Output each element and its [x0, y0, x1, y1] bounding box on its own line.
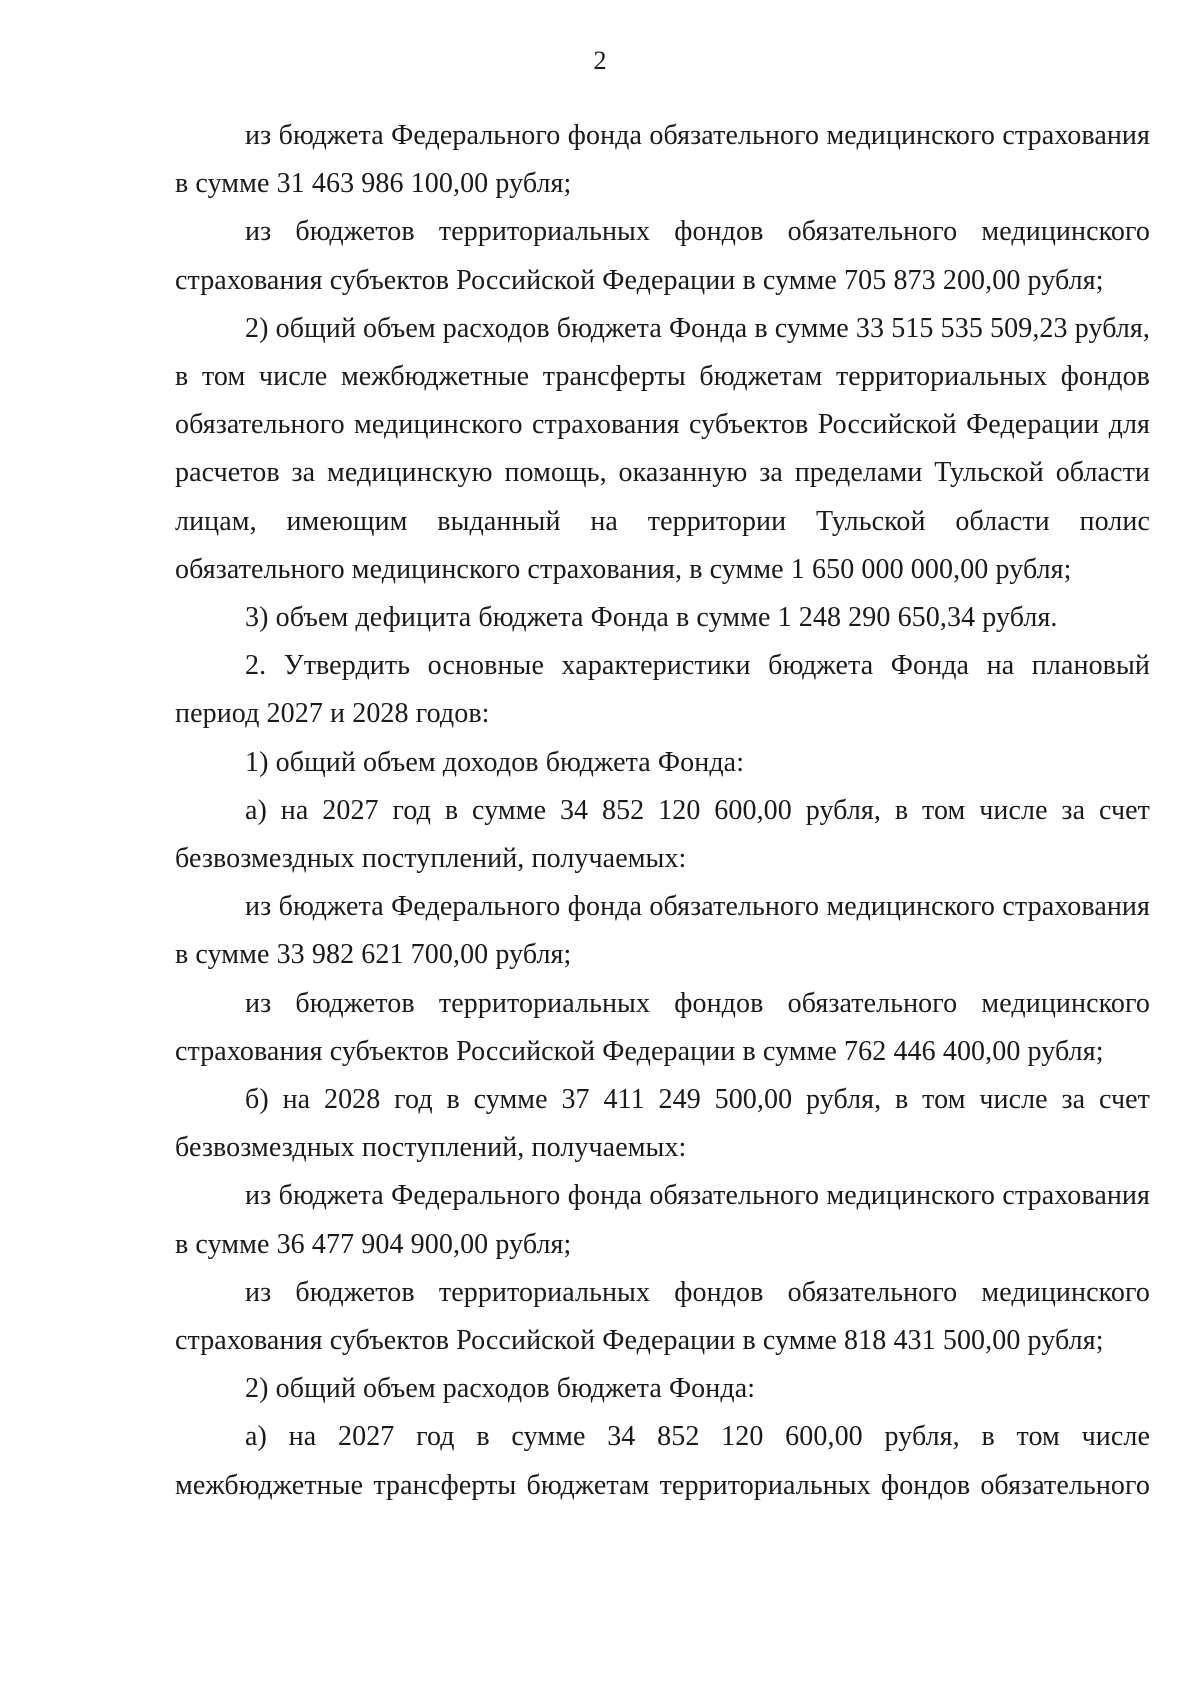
- paragraph: 2) общий объем расходов бюджета Фонда в сумме 33 515 535 509,23 рубля, в том числе межбюджетные трансферты бюджетам территориальных фондов обязательного медицинского страхования субъектов Российской Федерации для расчетов за медицинскую помощь, оказанную за пределами Тульской области лицам, имеющим выданный на территории Тульской области полис обязательного медицинского страхования, в сумме 1 650 000 000,00 рубля;: [175, 312, 1150, 585]
- paragraph: а) на 2027 год в сумме 34 852 120 600,00 рубля, в том числе межбюджетные трансферты бюджетам территориальных фондов обязательного: [175, 1421, 1150, 1501]
- document-body: [175, 112, 1150, 1510]
- paragraph: 2. Утвердить основные характеристики бюджета Фонда на плановый период 2027 и 2028 годов:: [175, 650, 1150, 730]
- paragraph: из бюджетов территориальных фондов обязательного медицинского страхования субъектов Российской Федерации в сумме 705 873 200,00 рубля;: [175, 216, 1150, 296]
- paragraph: 3) объем дефицита бюджета Фонда в сумме 1 248 290 650,34 рубля.: [245, 602, 1058, 634]
- paragraph: 2) общий объем расходов бюджета Фонда:: [245, 1373, 756, 1405]
- paragraph: из бюджетов территориальных фондов обязательного медицинского страхования субъектов Российской Федерации в сумме 818 431 500,00 рубля;: [175, 1276, 1150, 1357]
- paragraph: из бюджета Федерального фонда обязательного медицинского страхования в сумме 31 463 986 100,00 рубля;: [175, 120, 1150, 200]
- paragraph: из бюджета Федерального фонда обязательного медицинского страхования в сумме 36 477 904 900,00 рубля;: [175, 1180, 1150, 1260]
- paragraph: 1) общий объем доходов бюджета Фонда:: [245, 746, 745, 778]
- paragraph: а) на 2027 год в сумме 34 852 120 600,00 рубля, в том числе за счет безвозмездных поступлений, получаемых:: [175, 794, 1150, 875]
- page-number: 2: [593, 46, 607, 75]
- paragraph: из бюджета Федерального фонда обязательного медицинского страхования в сумме 33 982 621 700,00 рубля;: [175, 891, 1150, 971]
- paragraph: б) на 2028 год в сумме 37 411 249 500,00 рубля, в том числе за счет безвозмездных поступлений, получаемых:: [175, 1084, 1150, 1164]
- paragraph: из бюджетов территориальных фондов обязательного медицинского страхования субъектов Российской Федерации в сумме 762 446 400,00 рубля;: [175, 987, 1150, 1067]
